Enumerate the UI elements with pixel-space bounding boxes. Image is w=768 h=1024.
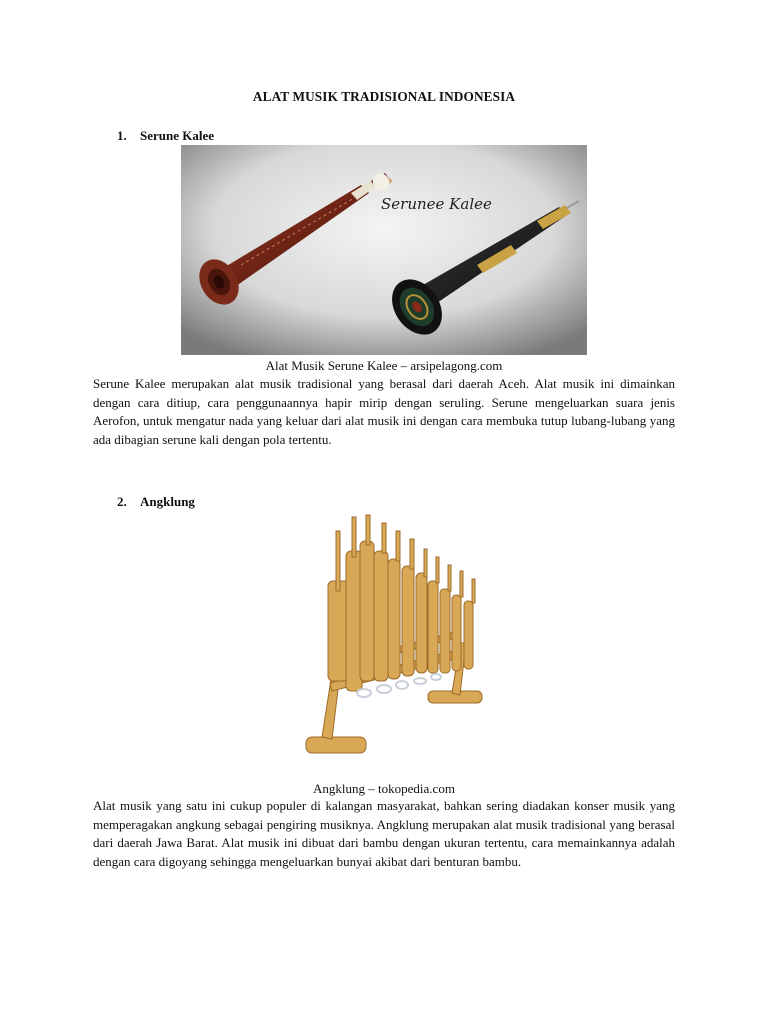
section-heading-serune-kalee: [117, 127, 214, 146]
figure-caption-angklung: Angklung – tokopedia.com: [313, 781, 455, 796]
section-number: 2.: [117, 494, 127, 509]
angklung-image: [302, 511, 488, 774]
paragraph-angklung: Alat musik yang satu ini cukup populer di kalangan masyarakat, bahkan sering diadakan konser musik yang memperagakan angkung sebagai pengiring musiknya. Angklung merupakan alat musik tradisional yang berasal dari daerah Jawa Barat. Alat musik ini dibuat dari bambu dengan ukuran tertentu, cara memainkannya adalah dengan cara digoyang sehingga mengeluarkan bunyai akibat dari benturan bambu.: [93, 798, 675, 869]
section-number: 1.: [117, 128, 127, 143]
serune-kalee-image: [181, 145, 587, 355]
section-heading-text: Angklung: [140, 494, 195, 509]
document-title: ALAT MUSIK TRADISIONAL INDONESIA: [252, 89, 516, 104]
figure-caption-serune-kalee: Alat Musik Serune Kalee – arsipelagong.com: [265, 358, 503, 373]
paragraph-serune-kalee: Serune Kalee merupakan alat musik tradisional yang berasal dari daerah Aceh. Alat musik ini dimainkan dengan cara ditiup, cara penggunaannya hapir mirip dengan seruling. Serune mengeluarkan suara jenis Aerofon, untuk mengatur nada yang keluar dari alat musik ini dengan cara membuka tutup lubang-lubang yang ada dibagian serune kali dengan pola tertentu.: [93, 376, 675, 447]
section-heading-text: Serune Kalee: [140, 128, 215, 143]
image-label: Serunee Kalee: [381, 195, 492, 213]
section-heading-angklung: [117, 493, 195, 512]
